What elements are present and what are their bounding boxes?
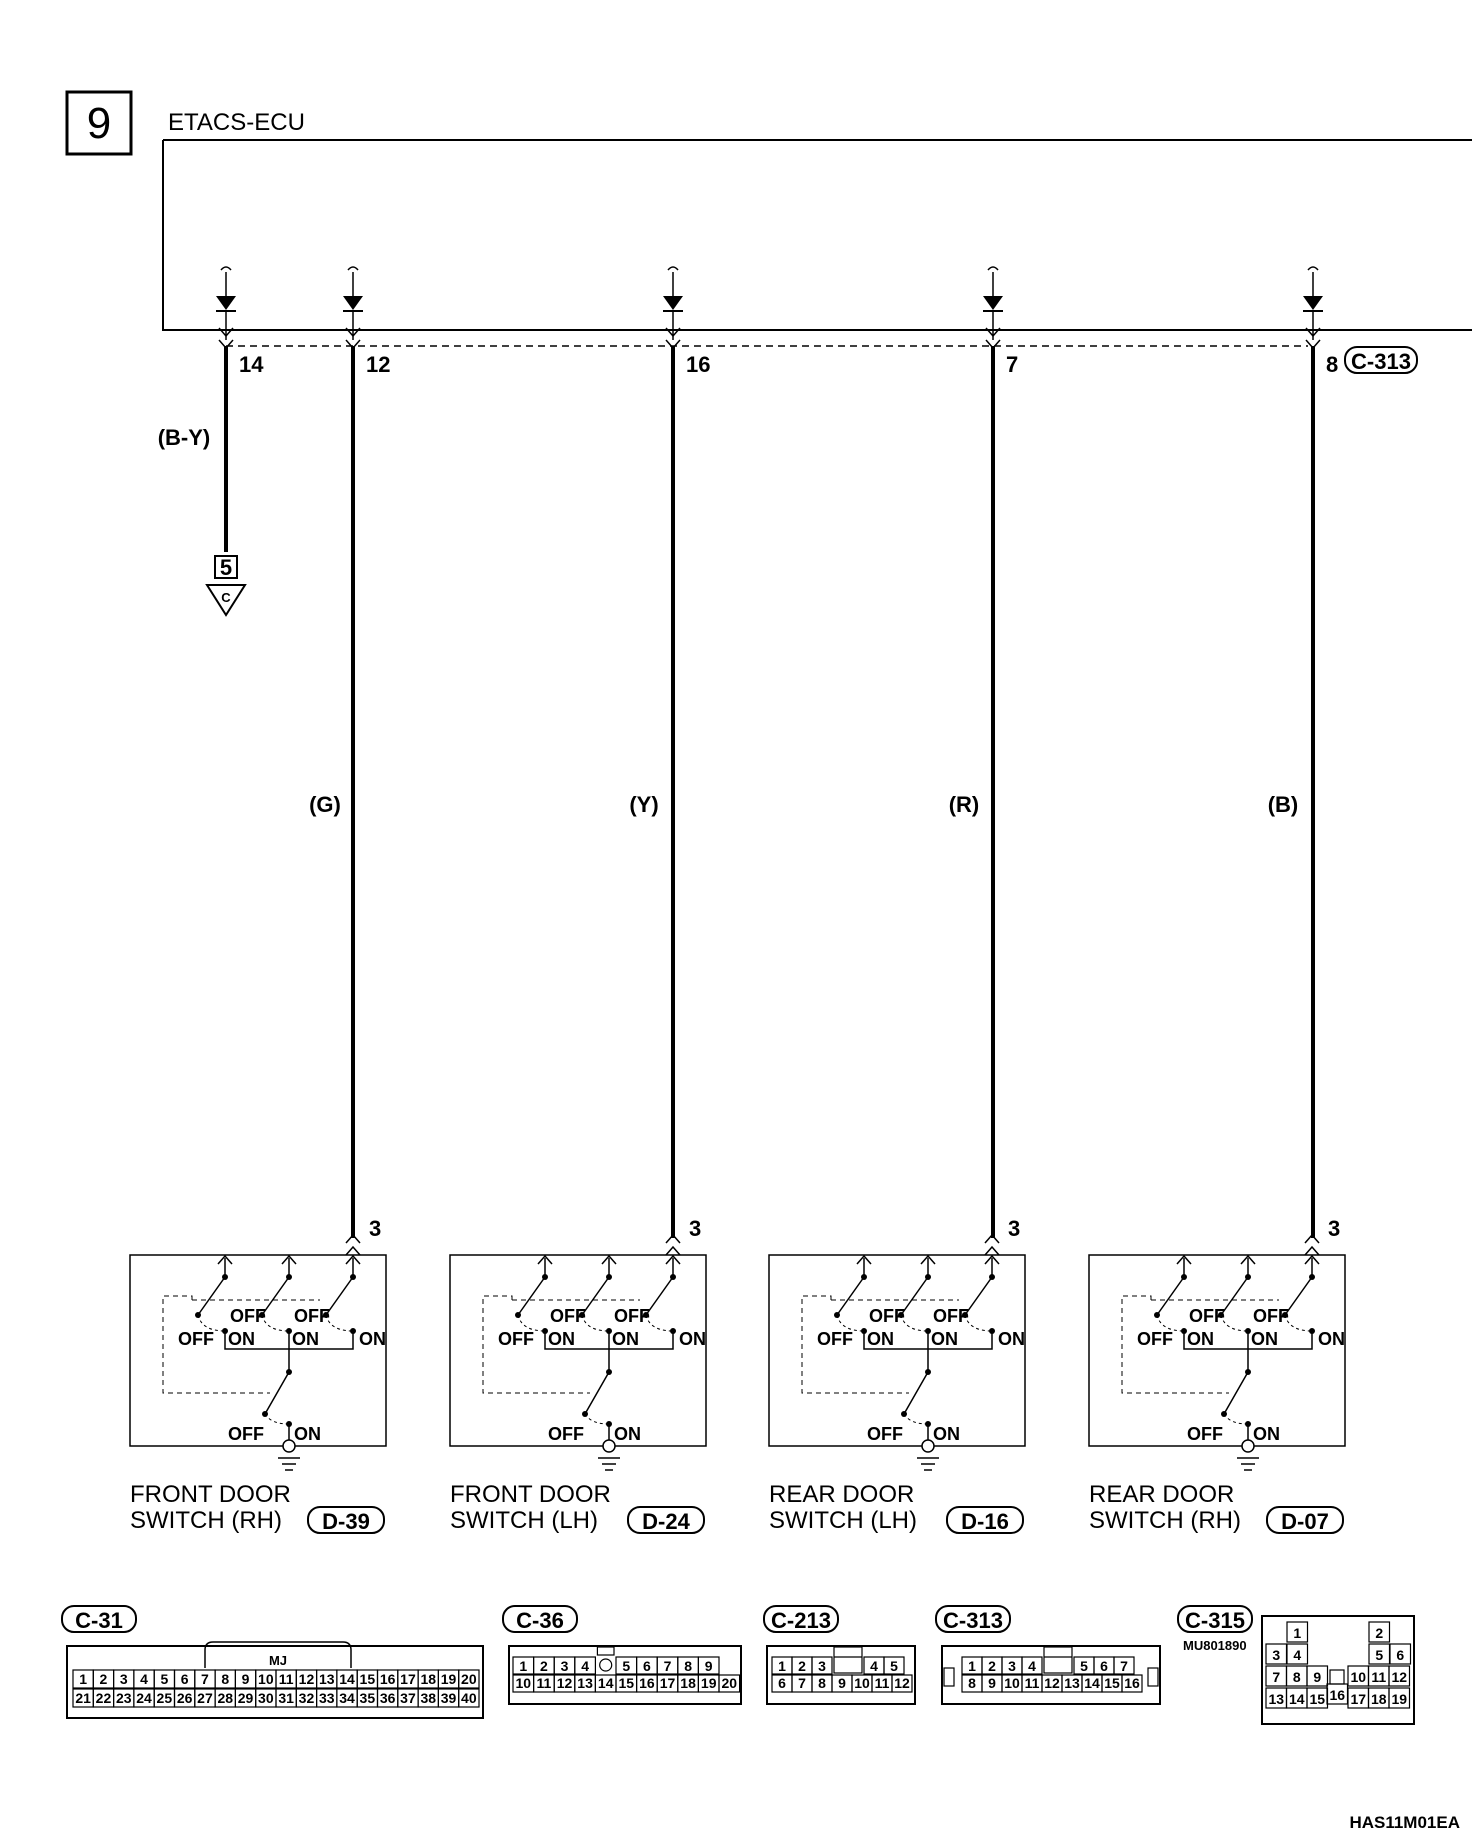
ecu-connector-badge [1345,347,1417,374]
connector-pin-number: 1 [968,1658,976,1674]
ecu-connector-label: C-313 [1351,349,1411,374]
ground-reference [207,555,245,615]
on-label: ON [359,1329,386,1349]
connector-pin-number: 5 [622,1658,631,1674]
connector-name: C-213 [771,1608,831,1633]
off-label: OFF [933,1306,969,1326]
off-label: OFF [498,1329,534,1349]
connector-pin-number: 17 [1350,1691,1367,1707]
ground-terminal-icon [283,1440,295,1452]
on-label: ON [1251,1329,1278,1349]
wire-break-icon [988,267,998,270]
switch-pin-label: 3 [369,1216,382,1241]
on-label: ON [548,1329,575,1349]
connector-name: C-36 [516,1608,564,1633]
connector-pin-number: 5 [890,1658,898,1674]
switch-travel-arc [1224,1414,1248,1424]
switch-travel-arc [901,1315,928,1331]
connector-pin-number: 3 [818,1658,826,1674]
connector-pin-number: 25 [156,1690,173,1706]
connector-chevron-icon [985,1247,999,1255]
connector-pin-number: 20 [721,1675,738,1691]
on-label: ON [1318,1329,1345,1349]
connector-pin-number: 30 [258,1690,274,1706]
connector-pin-number: 18 [420,1671,437,1687]
wire-12 [309,267,390,1238]
wire-pin-label: 7 [1006,352,1019,377]
off-label: OFF [548,1424,584,1444]
wire-color-label: (B) [1267,792,1299,817]
connector-pin-number: 18 [680,1675,696,1691]
connector-pin-number: 21 [75,1690,91,1706]
connector-side-tab [1148,1668,1158,1686]
connector-pin-number: 6 [180,1671,189,1687]
switch-travel-arc [582,1315,609,1331]
door-switch [130,1216,386,1534]
switch-travel-arc [265,1414,289,1424]
connector-pin-number: 8 [1292,1669,1301,1685]
off-label: OFF [1187,1424,1223,1444]
connector-pin-number: 5 [160,1671,169,1687]
connector-pin-number: 3 [1008,1658,1016,1674]
connector-name: C-315 [1185,1608,1245,1633]
connector-pin-number: 29 [237,1690,254,1706]
connector-pin-number: 13 [318,1671,335,1687]
connector-pin-number: 32 [298,1690,315,1706]
wire-14 [158,267,265,552]
switch-travel-arc [1285,1315,1312,1331]
connector-key-icon [600,1659,612,1671]
wire-break-icon [221,267,231,270]
ground-terminal-icon [603,1440,615,1452]
connector-pin-number: 39 [440,1690,457,1706]
switch-travel-arc [585,1414,609,1424]
switch-pin-label: 3 [1008,1216,1021,1241]
connector-pin-number: 37 [400,1690,416,1706]
off-label: OFF [1253,1306,1289,1326]
connector-pin-number: 10 [515,1675,532,1691]
connector-pin-number: 7 [798,1675,806,1691]
connector-pin-number: 7 [663,1658,672,1674]
wire-break-icon [348,267,358,270]
connector-pin-number: 35 [359,1690,376,1706]
switch-connector-label: D-16 [961,1509,1009,1534]
switch-blade [1221,1277,1248,1315]
connector-pin-number: 20 [461,1671,477,1687]
connector-pin-number: 16 [1329,1687,1346,1703]
off-label: OFF [614,1306,650,1326]
switch-name-line1: REAR DOOR [1089,1481,1235,1508]
page-number-box [67,92,131,154]
connector-pin-number: 14 [1288,1691,1305,1707]
connector-pin-number: 11 [874,1675,890,1691]
connector-pin-number: 5 [1080,1658,1088,1674]
ecu-box [163,140,1472,330]
wire-color-label: (G) [309,792,341,817]
connector-pin-number: 28 [217,1690,234,1706]
off-label: OFF [869,1306,905,1326]
connector-mark: MJ [268,1653,288,1668]
connector-pin-number: 1 [1293,1625,1302,1641]
switch-blade [326,1277,353,1315]
connector-pin-number: 4 [870,1658,878,1674]
connector-chevron-icon [666,1247,680,1255]
on-label: ON [867,1329,894,1349]
connector-pin-number: 19 [700,1675,717,1691]
switch-travel-arc [1221,1315,1248,1331]
connector-pin-number: 27 [197,1690,213,1706]
connector-pin-number: 8 [684,1658,692,1674]
connector-pin-number: 3 [560,1658,569,1674]
connector-pin-number: 2 [540,1658,548,1674]
wire-color-label: (Y) [629,792,659,817]
connector-key [597,1647,614,1655]
connector-pin-number: 1 [79,1671,88,1687]
wire-pin-label: 12 [366,352,391,377]
connector-pin-number: 9 [1313,1669,1322,1685]
switch-pin-label: 3 [1328,1216,1341,1241]
ground-ref-number: 5 [219,555,233,580]
switch-connector-label: D-24 [642,1509,690,1534]
off-label: OFF [867,1424,903,1444]
connector-pin-number: 6 [1396,1647,1405,1663]
door-switch [450,1216,706,1534]
diode-icon [1303,296,1323,310]
connector-pin-number: 40 [461,1690,477,1706]
connector-pin-number: 1 [519,1658,528,1674]
switch-blade [1285,1277,1312,1315]
connector-pin-number: 16 [379,1671,396,1687]
connector-pin-number: 7 [201,1671,209,1687]
figure-code: HAS11M01EA [1349,1813,1460,1832]
connector-pin-number: 6 [778,1675,786,1691]
off-label: OFF [550,1306,586,1326]
connector-key [834,1647,862,1673]
off-label: OFF [230,1306,266,1326]
on-label: ON [292,1329,319,1349]
on-label: ON [679,1329,706,1349]
switch-name-line2: SWITCH (LH) [450,1507,598,1534]
off-label: OFF [228,1424,264,1444]
connector-pin-number: 19 [440,1671,457,1687]
connector-views-group [62,1606,1414,1724]
switch-name-line1: REAR DOOR [769,1481,915,1508]
connector-pin-number: 12 [1391,1669,1408,1685]
connector-key [1044,1647,1072,1673]
connector-pin-number: 12 [1044,1675,1060,1691]
connector-name: C-31 [75,1608,123,1633]
switch-travel-arc [326,1315,353,1331]
on-label: ON [612,1329,639,1349]
connector-pin-number: 24 [136,1690,152,1706]
connector-chevron-icon [346,1247,360,1255]
on-label: ON [998,1329,1025,1349]
connector-pin-number: 15 [1104,1675,1120,1691]
diode-icon [663,296,683,310]
switch-blade [646,1277,673,1315]
switch-blade [518,1277,545,1315]
connector-pin-number: 16 [639,1675,655,1691]
switch-name-line2: SWITCH (LH) [769,1507,917,1534]
connector-pin-number: 4 [1293,1647,1302,1663]
connector-pin-number: 1 [778,1658,786,1674]
wire-color-label: (B-Y) [157,425,211,450]
wire-7 [949,267,1019,1238]
connector-pin-number: 10 [258,1671,274,1687]
connector-pin-number: 14 [1084,1675,1100,1691]
diode-icon [216,296,236,310]
on-label: ON [931,1329,958,1349]
switch-blade [965,1277,992,1315]
page-number: 9 [86,99,112,148]
connector-pin-number: 33 [318,1690,335,1706]
connector-view-c31 [62,1606,483,1718]
connector-pin-number: 12 [556,1675,573,1691]
connector-pin-number: 9 [704,1658,713,1674]
connector-view-c313 [936,1606,1160,1704]
connector-pin-number: 11 [1371,1669,1387,1685]
connector-pin-number: 2 [99,1671,108,1687]
wire-color-label: (R) [948,792,980,817]
connector-pin-number: 16 [1124,1675,1140,1691]
switch-connector-label: D-07 [1281,1509,1329,1534]
connector-pin-number: 5 [1375,1647,1384,1663]
connector-pin-number: 7 [1272,1669,1281,1685]
off-label: OFF [294,1306,330,1326]
on-label: ON [1187,1329,1214,1349]
door-switch [1089,1216,1345,1534]
ecu-label: ETACS-ECU [168,109,305,136]
connector-pin-number: 2 [798,1658,806,1674]
connector-pin-number: 7 [1120,1658,1128,1674]
connector-pin-number: 14 [339,1671,355,1687]
wires-group [158,267,1339,1238]
ground-terminal-icon [922,1440,934,1452]
connector-pin-number: 17 [400,1671,416,1687]
connector-chevron-icon [1305,1247,1319,1255]
connector-pin-number: 13 [577,1675,593,1691]
on-label: ON [614,1424,641,1444]
door-switch [769,1216,1025,1534]
connector-pin-number: 10 [854,1675,870,1691]
diode-icon [343,296,363,310]
switch-blade [901,1277,928,1315]
wire-pin-label: 14 [239,352,264,377]
wire-pin-label: 16 [686,352,711,377]
on-label: ON [294,1424,321,1444]
connector-pin-number: 4 [1028,1658,1036,1674]
connector-pin-number: 26 [176,1690,193,1706]
connector-pin-number: 14 [597,1675,614,1691]
switch-blade [837,1277,864,1315]
connector-pin-number: 3 [119,1671,128,1687]
switch-blade [1157,1277,1184,1315]
switch-travel-arc [262,1315,289,1331]
connector-pin-number: 13 [1064,1675,1080,1691]
switch-blade [582,1277,609,1315]
connector-pin-number: 9 [838,1675,846,1691]
connector-side-tab [944,1668,954,1686]
connector-code: MU801890 [1183,1638,1247,1653]
switch-name-line2: SWITCH (RH) [1089,1507,1241,1534]
connector-pin-number: 15 [1309,1691,1326,1707]
connector-pin-number: 10 [1004,1675,1020,1691]
connector-pin-number: 9 [988,1675,996,1691]
connector-pin-number: 2 [988,1658,996,1674]
switch-blade [198,1277,225,1315]
switch-pin-label: 3 [689,1216,702,1241]
wire-break-icon [1308,267,1318,270]
connector-view-c213 [764,1606,915,1704]
connector-pin-number: 11 [536,1675,552,1691]
connector-pin-number: 9 [241,1671,250,1687]
connector-pin-number: 8 [818,1675,826,1691]
connector-pin-number: 11 [278,1671,294,1687]
connector-name: C-313 [943,1608,1003,1633]
connector-pin-number: 23 [115,1690,132,1706]
connector-key [1330,1670,1344,1684]
off-label: OFF [817,1329,853,1349]
wire-16 [629,267,710,1238]
switches-group [130,1216,1345,1534]
ground-ref-letter: C [221,590,231,605]
connector-pin-number: 17 [659,1675,676,1691]
off-label: OFF [1189,1306,1225,1326]
connector-pin-number: 2 [1375,1625,1384,1641]
connector-pin-number: 4 [140,1671,148,1687]
switch-blade [262,1277,289,1315]
connector-pin-number: 8 [221,1671,230,1687]
connector-pin-number: 3 [1272,1647,1281,1663]
switch-travel-arc [646,1315,673,1331]
off-label: OFF [178,1329,214,1349]
connector-view-c36 [503,1606,741,1704]
wire-8 [1268,267,1339,1238]
connector-pin-number: 38 [420,1690,437,1706]
switch-name-line2: SWITCH (RH) [130,1507,282,1534]
connector-pin-number: 11 [1024,1675,1040,1691]
wire-pin-label: 8 [1326,352,1339,377]
switch-travel-arc [904,1414,928,1424]
ground-terminal-icon [1242,1440,1254,1452]
on-label: ON [933,1424,960,1444]
connector-pin-number: 12 [894,1675,910,1691]
connector-pin-number: 15 [618,1675,635,1691]
connector-pin-number: 22 [95,1690,112,1706]
switch-name-line1: FRONT DOOR [130,1481,291,1508]
switch-connector-label: D-39 [322,1509,370,1534]
connector-pin-number: 15 [359,1671,376,1687]
connector-pin-number: 4 [581,1658,589,1674]
connector-pin-number: 10 [1350,1669,1367,1685]
switch-travel-arc [965,1315,992,1331]
connector-pin-number: 19 [1391,1691,1408,1707]
on-label: ON [1253,1424,1280,1444]
connector-pin-number: 31 [278,1690,294,1706]
connector-pin-number: 6 [1100,1658,1108,1674]
connector-pin-number: 12 [298,1671,315,1687]
on-label: ON [228,1329,255,1349]
connector-pin-number: 18 [1370,1691,1387,1707]
connector-pin-number: 36 [379,1690,396,1706]
switch-name-line1: FRONT DOOR [450,1481,611,1508]
connector-pin-number: 6 [643,1658,651,1674]
connector-pin-number: 13 [1268,1691,1285,1707]
connector-view-c315 [1178,1606,1414,1724]
connector-pin-number: 34 [339,1690,355,1706]
wire-break-icon [668,267,678,270]
diode-icon [983,296,1003,310]
connector-pin-number: 8 [968,1675,976,1691]
off-label: OFF [1137,1329,1173,1349]
